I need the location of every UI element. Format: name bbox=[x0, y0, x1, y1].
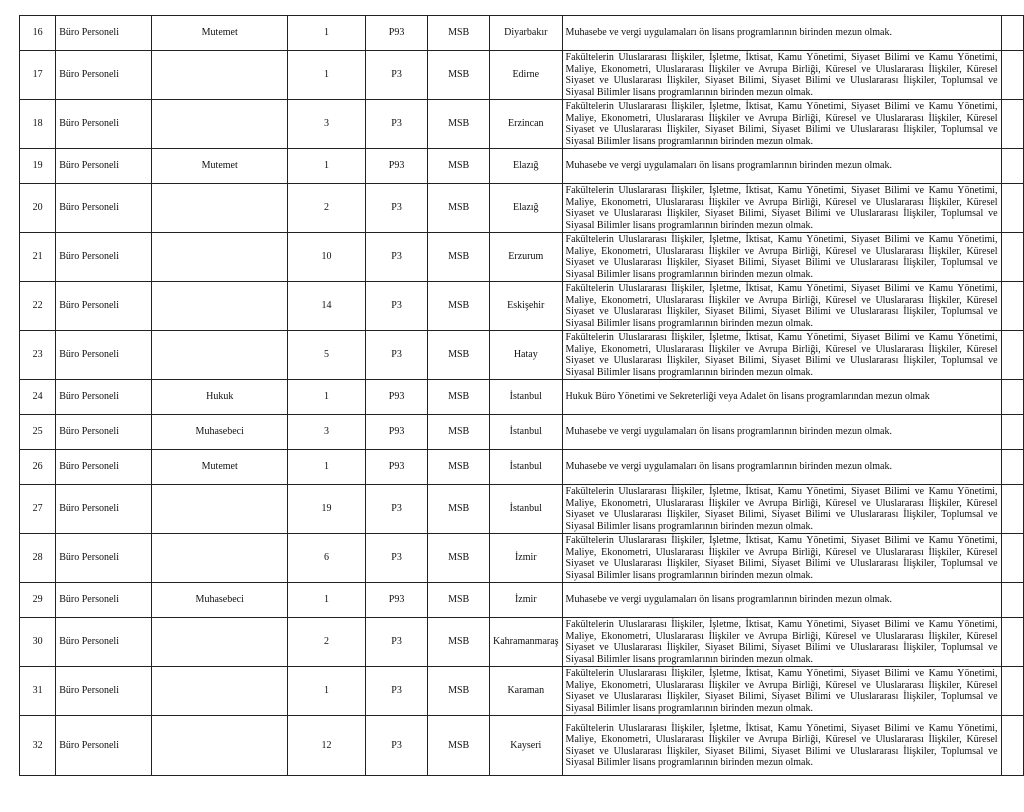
short-title-cell bbox=[152, 184, 288, 233]
row-number-cell: 21 bbox=[20, 233, 56, 282]
staff-position-table bbox=[19, 15, 1024, 776]
requirement-cell: Fakültelerin Uluslararası İlişkiler, İşletme, İktisat, Kamu Yönetimi, Siyaset Bilimi ve Kamu Yönetimi, Maliye, Ekonometri, Uluslararası İlişkiler ve Avrupa Birliği, Küresel ve Uluslararası İlişkiler, Küresel Siyaset ve Uluslararası İlişkiler, Siyaset Bilimi, Siyaset Bilimi ve Uluslararası İlişkiler, Toplumsal ve Siyasal Bilimler lisans programlarının birinden mezun olmak. bbox=[562, 716, 1001, 776]
position-code-cell: P3 bbox=[365, 485, 427, 534]
table-row bbox=[20, 667, 1024, 716]
position-title-cell: Büro Personeli bbox=[56, 716, 152, 776]
requirement-cell: Muhasebe ve vergi uygulamaları ön lisans programlarının birinden mezun olmak. bbox=[562, 415, 1001, 450]
position-count-cell: 5 bbox=[288, 331, 366, 380]
empty-cell bbox=[1001, 667, 1023, 716]
empty-cell bbox=[1001, 16, 1023, 51]
empty-cell bbox=[1001, 618, 1023, 667]
short-title-cell bbox=[152, 485, 288, 534]
institution-cell: MSB bbox=[428, 716, 490, 776]
institution-cell: MSB bbox=[428, 450, 490, 485]
table-row bbox=[20, 233, 1024, 282]
short-title-cell bbox=[152, 51, 288, 100]
empty-cell bbox=[1001, 485, 1023, 534]
requirement-cell: Fakültelerin Uluslararası İlişkiler, İşletme, İktisat, Kamu Yönetimi, Siyaset Bilimi ve Kamu Yönetimi, Maliye, Ekonometri, Uluslararası İlişkiler ve Avrupa Birliği, Küresel ve Uluslararası İlişkiler, Küresel Siyaset ve Uluslararası İlişkiler, Siyaset Bilimi, Siyaset Bilimi ve Uluslararası İlişkiler, Toplumsal ve Siyasal Bilimler lisans programlarının birinden mezun olmak. bbox=[562, 100, 1001, 149]
row-number-cell: 30 bbox=[20, 618, 56, 667]
province-cell: İstanbul bbox=[490, 485, 563, 534]
requirement-cell: Muhasebe ve vergi uygulamaları ön lisans programlarının birinden mezun olmak. bbox=[562, 149, 1001, 184]
table-row bbox=[20, 100, 1024, 149]
row-number-cell: 19 bbox=[20, 149, 56, 184]
empty-cell bbox=[1001, 716, 1023, 776]
table-row bbox=[20, 282, 1024, 331]
short-title-cell bbox=[152, 618, 288, 667]
institution-cell: MSB bbox=[428, 100, 490, 149]
row-number-cell: 28 bbox=[20, 534, 56, 583]
position-title-cell: Büro Personeli bbox=[56, 485, 152, 534]
row-number-cell: 16 bbox=[20, 16, 56, 51]
institution-cell: MSB bbox=[428, 282, 490, 331]
institution-cell: MSB bbox=[428, 184, 490, 233]
position-count-cell: 1 bbox=[288, 450, 366, 485]
institution-cell: MSB bbox=[428, 149, 490, 184]
requirement-cell: Muhasebe ve vergi uygulamaları ön lisans programlarının birinden mezun olmak. bbox=[562, 450, 1001, 485]
requirement-cell: Hukuk Büro Yönetimi ve Sekreterliği veya Adalet ön lisans programlarından mezun olmak bbox=[562, 380, 1001, 415]
position-code-cell: P3 bbox=[365, 282, 427, 331]
position-title-cell: Büro Personeli bbox=[56, 233, 152, 282]
table-row bbox=[20, 184, 1024, 233]
province-cell: İzmir bbox=[490, 534, 563, 583]
institution-cell: MSB bbox=[428, 380, 490, 415]
requirement-cell: Fakültelerin Uluslararası İlişkiler, İşletme, İktisat, Kamu Yönetimi, Siyaset Bilimi ve Kamu Yönetimi, Maliye, Ekonometri, Uluslararası İlişkiler ve Avrupa Birliği, Küresel ve Uluslararası İlişkiler, Küresel Siyaset ve Uluslararası İlişkiler, Siyaset Bilimi, Siyaset Bilimi ve Uluslararası İlişkiler, Toplumsal ve Siyasal Bilimler lisans programlarının birinden mezun olmak. bbox=[562, 667, 1001, 716]
requirement-cell: Muhasebe ve vergi uygulamaları ön lisans programlarının birinden mezun olmak. bbox=[562, 583, 1001, 618]
position-title-cell: Büro Personeli bbox=[56, 415, 152, 450]
short-title-cell bbox=[152, 233, 288, 282]
row-number-cell: 26 bbox=[20, 450, 56, 485]
empty-cell bbox=[1001, 583, 1023, 618]
requirement-cell: Fakültelerin Uluslararası İlişkiler, İşletme, İktisat, Kamu Yönetimi, Siyaset Bilimi ve Kamu Yönetimi, Maliye, Ekonometri, Uluslararası İlişkiler ve Avrupa Birliği, Küresel ve Uluslararası İlişkiler, Küresel Siyaset ve Uluslararası İlişkiler, Siyaset Bilimi, Siyaset Bilimi ve Uluslararası İlişkiler, Toplumsal ve Siyasal Bilimler lisans programlarının birinden mezun olmak. bbox=[562, 282, 1001, 331]
position-code-cell: P3 bbox=[365, 618, 427, 667]
position-title-cell: Büro Personeli bbox=[56, 380, 152, 415]
table-row bbox=[20, 618, 1024, 667]
position-code-cell: P3 bbox=[365, 100, 427, 149]
position-title-cell: Büro Personeli bbox=[56, 618, 152, 667]
position-code-cell: P3 bbox=[365, 184, 427, 233]
table-row bbox=[20, 16, 1024, 51]
row-number-cell: 25 bbox=[20, 415, 56, 450]
position-count-cell: 19 bbox=[288, 485, 366, 534]
table-row bbox=[20, 380, 1024, 415]
position-code-cell: P93 bbox=[365, 583, 427, 618]
empty-cell bbox=[1001, 380, 1023, 415]
institution-cell: MSB bbox=[428, 331, 490, 380]
table-body bbox=[20, 16, 1024, 776]
empty-cell bbox=[1001, 282, 1023, 331]
position-count-cell: 2 bbox=[288, 618, 366, 667]
position-count-cell: 1 bbox=[288, 380, 366, 415]
province-cell: Edirne bbox=[490, 51, 563, 100]
table-row bbox=[20, 51, 1024, 100]
institution-cell: MSB bbox=[428, 51, 490, 100]
position-code-cell: P3 bbox=[365, 716, 427, 776]
position-count-cell: 10 bbox=[288, 233, 366, 282]
province-cell: Erzurum bbox=[490, 233, 563, 282]
empty-cell bbox=[1001, 100, 1023, 149]
short-title-cell: Mutemet bbox=[152, 450, 288, 485]
position-code-cell: P3 bbox=[365, 667, 427, 716]
position-count-cell: 1 bbox=[288, 16, 366, 51]
row-number-cell: 27 bbox=[20, 485, 56, 534]
position-title-cell: Büro Personeli bbox=[56, 534, 152, 583]
short-title-cell bbox=[152, 667, 288, 716]
province-cell: İzmir bbox=[490, 583, 563, 618]
position-code-cell: P3 bbox=[365, 233, 427, 282]
province-cell: Elazığ bbox=[490, 184, 563, 233]
position-title-cell: Büro Personeli bbox=[56, 184, 152, 233]
requirement-cell: Fakültelerin Uluslararası İlişkiler, İşletme, İktisat, Kamu Yönetimi, Siyaset Bilimi ve Kamu Yönetimi, Maliye, Ekonometri, Uluslararası İlişkiler ve Avrupa Birliği, Küresel ve Uluslararası İlişkiler, Küresel Siyaset ve Uluslararası İlişkiler, Siyaset Bilimi, Siyaset Bilimi ve Uluslararası İlişkiler, Toplumsal ve Siyasal Bilimler lisans programlarının birinden mezun olmak. bbox=[562, 485, 1001, 534]
position-count-cell: 1 bbox=[288, 51, 366, 100]
table-row bbox=[20, 149, 1024, 184]
province-cell: Elazığ bbox=[490, 149, 563, 184]
requirement-cell: Fakültelerin Uluslararası İlişkiler, İşletme, İktisat, Kamu Yönetimi, Siyaset Bilimi ve Kamu Yönetimi, Maliye, Ekonometri, Uluslararası İlişkiler ve Avrupa Birliği, Küresel ve Uluslararası İlişkiler, Küresel Siyaset ve Uluslararası İlişkiler, Siyaset Bilimi, Siyaset Bilimi ve Uluslararası İlişkiler, Toplumsal ve Siyasal Bilimler lisans programlarının birinden mezun olmak. bbox=[562, 618, 1001, 667]
position-code-cell: P93 bbox=[365, 380, 427, 415]
position-count-cell: 1 bbox=[288, 149, 366, 184]
row-number-cell: 32 bbox=[20, 716, 56, 776]
empty-cell bbox=[1001, 184, 1023, 233]
table-row bbox=[20, 415, 1024, 450]
province-cell: Kahramanmaraş bbox=[490, 618, 563, 667]
position-count-cell: 1 bbox=[288, 667, 366, 716]
position-title-cell: Büro Personeli bbox=[56, 100, 152, 149]
row-number-cell: 31 bbox=[20, 667, 56, 716]
row-number-cell: 24 bbox=[20, 380, 56, 415]
short-title-cell bbox=[152, 331, 288, 380]
position-title-cell: Büro Personeli bbox=[56, 16, 152, 51]
position-code-cell: P93 bbox=[365, 149, 427, 184]
province-cell: Kayseri bbox=[490, 716, 563, 776]
table-row bbox=[20, 331, 1024, 380]
province-cell: Karaman bbox=[490, 667, 563, 716]
position-code-cell: P3 bbox=[365, 534, 427, 583]
position-count-cell: 6 bbox=[288, 534, 366, 583]
empty-cell bbox=[1001, 450, 1023, 485]
position-title-cell: Büro Personeli bbox=[56, 149, 152, 184]
institution-cell: MSB bbox=[428, 415, 490, 450]
position-code-cell: P3 bbox=[365, 51, 427, 100]
empty-cell bbox=[1001, 51, 1023, 100]
short-title-cell: Mutemet bbox=[152, 16, 288, 51]
row-number-cell: 18 bbox=[20, 100, 56, 149]
requirement-cell: Fakültelerin Uluslararası İlişkiler, İşletme, İktisat, Kamu Yönetimi, Siyaset Bilimi ve Kamu Yönetimi, Maliye, Ekonometri, Uluslararası İlişkiler ve Avrupa Birliği, Küresel ve Uluslararası İlişkiler, Küresel Siyaset ve Uluslararası İlişkiler, Siyaset Bilimi, Siyaset Bilimi ve Uluslararası İlişkiler, Toplumsal ve Siyasal Bilimler lisans programlarının birinden mezun olmak. bbox=[562, 51, 1001, 100]
institution-cell: MSB bbox=[428, 667, 490, 716]
province-cell: İstanbul bbox=[490, 380, 563, 415]
table-row bbox=[20, 583, 1024, 618]
position-code-cell: P93 bbox=[365, 415, 427, 450]
requirement-cell: Fakültelerin Uluslararası İlişkiler, İşletme, İktisat, Kamu Yönetimi, Siyaset Bilimi ve Kamu Yönetimi, Maliye, Ekonometri, Uluslararası İlişkiler ve Avrupa Birliği, Küresel ve Uluslararası İlişkiler, Küresel Siyaset ve Uluslararası İlişkiler, Siyaset Bilimi, Siyaset Bilimi ve Uluslararası İlişkiler, Toplumsal ve Siyasal Bilimler lisans programlarının birinden mezun olmak. bbox=[562, 184, 1001, 233]
short-title-cell bbox=[152, 716, 288, 776]
short-title-cell: Muhasebeci bbox=[152, 583, 288, 618]
position-count-cell: 1 bbox=[288, 583, 366, 618]
institution-cell: MSB bbox=[428, 16, 490, 51]
empty-cell bbox=[1001, 331, 1023, 380]
empty-cell bbox=[1001, 149, 1023, 184]
position-count-cell: 3 bbox=[288, 415, 366, 450]
table-row bbox=[20, 450, 1024, 485]
requirement-cell: Fakültelerin Uluslararası İlişkiler, İşletme, İktisat, Kamu Yönetimi, Siyaset Bilimi ve Kamu Yönetimi, Maliye, Ekonometri, Uluslararası İlişkiler ve Avrupa Birliği, Küresel ve Uluslararası İlişkiler, Küresel Siyaset ve Uluslararası İlişkiler, Siyaset Bilimi, Siyaset Bilimi ve Uluslararası İlişkiler, Toplumsal ve Siyasal Bilimler lisans programlarının birinden mezun olmak. bbox=[562, 331, 1001, 380]
short-title-cell: Mutemet bbox=[152, 149, 288, 184]
requirement-cell: Fakültelerin Uluslararası İlişkiler, İşletme, İktisat, Kamu Yönetimi, Siyaset Bilimi ve Kamu Yönetimi, Maliye, Ekonometri, Uluslararası İlişkiler ve Avrupa Birliği, Küresel ve Uluslararası İlişkiler, Küresel Siyaset ve Uluslararası İlişkiler, Siyaset Bilimi, Siyaset Bilimi ve Uluslararası İlişkiler, Toplumsal ve Siyasal Bilimler lisans programlarının birinden mezun olmak. bbox=[562, 534, 1001, 583]
institution-cell: MSB bbox=[428, 485, 490, 534]
position-title-cell: Büro Personeli bbox=[56, 51, 152, 100]
position-title-cell: Büro Personeli bbox=[56, 450, 152, 485]
short-title-cell: Muhasebeci bbox=[152, 415, 288, 450]
row-number-cell: 23 bbox=[20, 331, 56, 380]
province-cell: İstanbul bbox=[490, 450, 563, 485]
institution-cell: MSB bbox=[428, 583, 490, 618]
position-count-cell: 14 bbox=[288, 282, 366, 331]
position-code-cell: P93 bbox=[365, 16, 427, 51]
empty-cell bbox=[1001, 534, 1023, 583]
row-number-cell: 29 bbox=[20, 583, 56, 618]
row-number-cell: 22 bbox=[20, 282, 56, 331]
position-title-cell: Büro Personeli bbox=[56, 583, 152, 618]
position-count-cell: 2 bbox=[288, 184, 366, 233]
short-title-cell bbox=[152, 100, 288, 149]
province-cell: Diyarbakır bbox=[490, 16, 563, 51]
row-number-cell: 17 bbox=[20, 51, 56, 100]
short-title-cell: Hukuk bbox=[152, 380, 288, 415]
institution-cell: MSB bbox=[428, 618, 490, 667]
province-cell: Hatay bbox=[490, 331, 563, 380]
position-title-cell: Büro Personeli bbox=[56, 667, 152, 716]
empty-cell bbox=[1001, 415, 1023, 450]
province-cell: İstanbul bbox=[490, 415, 563, 450]
position-count-cell: 3 bbox=[288, 100, 366, 149]
row-number-cell: 20 bbox=[20, 184, 56, 233]
short-title-cell bbox=[152, 534, 288, 583]
province-cell: Eskişehir bbox=[490, 282, 563, 331]
requirement-cell: Muhasebe ve vergi uygulamaları ön lisans programlarının birinden mezun olmak. bbox=[562, 16, 1001, 51]
position-count-cell: 12 bbox=[288, 716, 366, 776]
requirement-cell: Fakültelerin Uluslararası İlişkiler, İşletme, İktisat, Kamu Yönetimi, Siyaset Bilimi ve Kamu Yönetimi, Maliye, Ekonometri, Uluslararası İlişkiler ve Avrupa Birliği, Küresel ve Uluslararası İlişkiler, Küresel Siyaset ve Uluslararası İlişkiler, Siyaset Bilimi, Siyaset Bilimi ve Uluslararası İlişkiler, Toplumsal ve Siyasal Bilimler lisans programlarının birinden mezun olmak. bbox=[562, 233, 1001, 282]
institution-cell: MSB bbox=[428, 534, 490, 583]
table-row bbox=[20, 534, 1024, 583]
table-row bbox=[20, 485, 1024, 534]
province-cell: Erzincan bbox=[490, 100, 563, 149]
position-title-cell: Büro Personeli bbox=[56, 331, 152, 380]
empty-cell bbox=[1001, 233, 1023, 282]
short-title-cell bbox=[152, 282, 288, 331]
position-code-cell: P3 bbox=[365, 331, 427, 380]
position-code-cell: P93 bbox=[365, 450, 427, 485]
position-title-cell: Büro Personeli bbox=[56, 282, 152, 331]
table-row bbox=[20, 716, 1024, 776]
institution-cell: MSB bbox=[428, 233, 490, 282]
